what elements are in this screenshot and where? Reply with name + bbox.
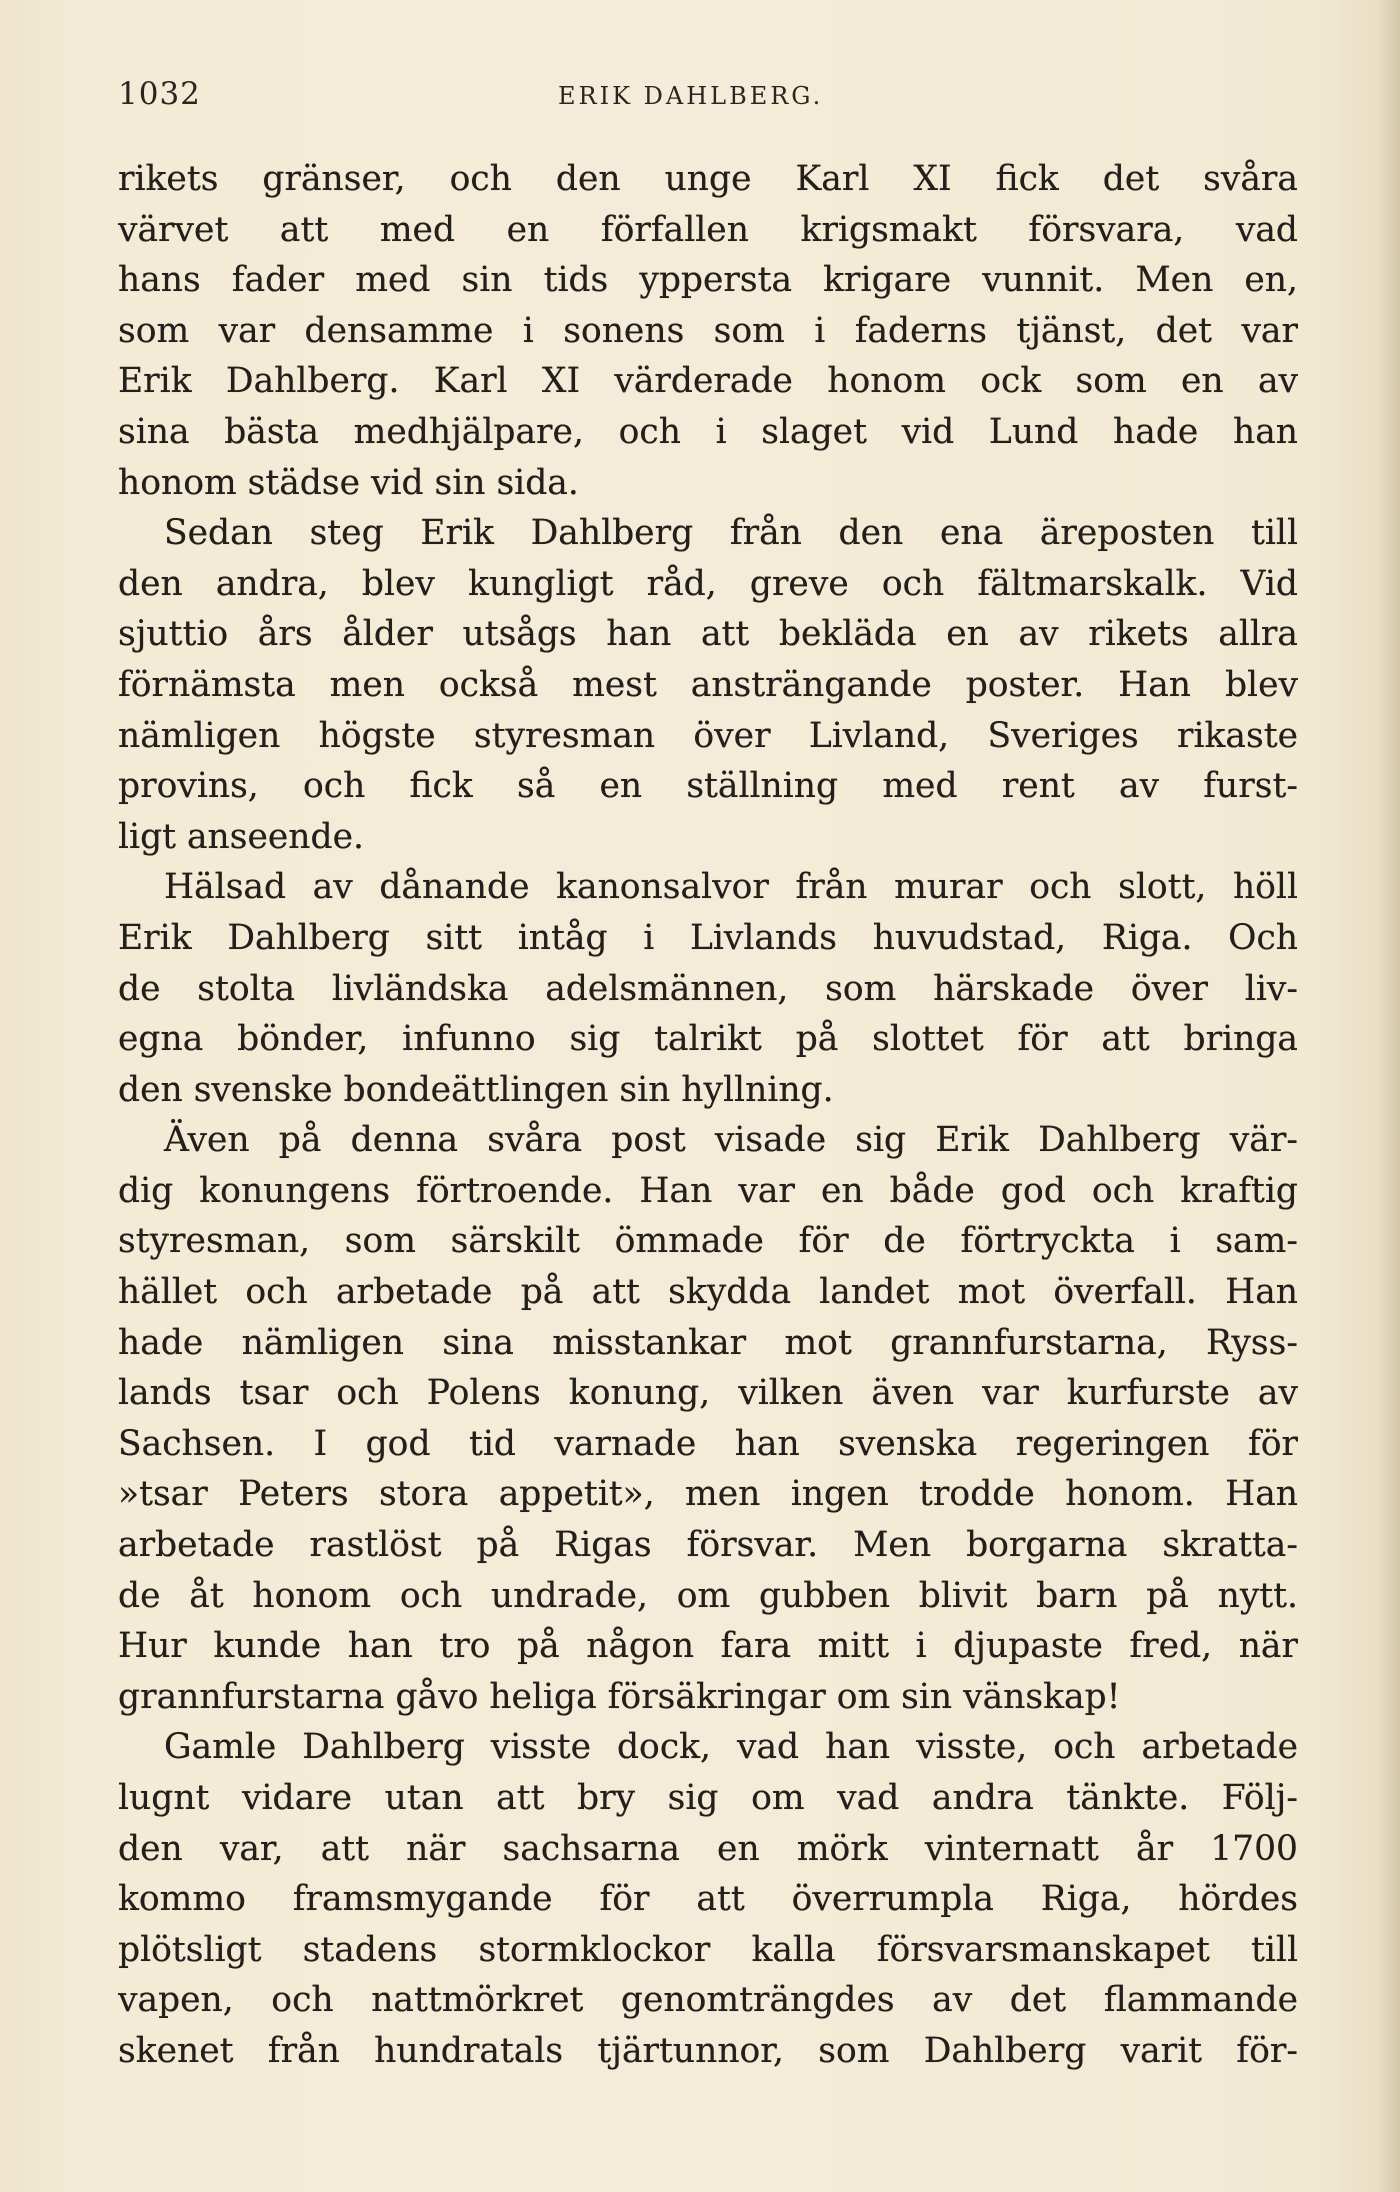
text-line: värvet att med en förfallen krigsmakt försvara, vad	[118, 209, 1298, 250]
text-line: provins, och fick så en ställning med rent av furst-	[118, 766, 1298, 807]
text-line: den svenske bondeättlingen sin hyllning.	[118, 1069, 834, 1110]
text-line: vapen, och nattmörkret genomträngdes av det flammande	[118, 1980, 1298, 2021]
page-header	[118, 76, 1298, 126]
text-line: grannfurstarna gåvo heliga försäkringar om sin vänskap!	[118, 1676, 1121, 1717]
text-line: plötsligt stadens stormklockor kalla försvarsmanskapet till	[118, 1929, 1298, 1970]
text-line: styresman, som särskilt ömmade för de förtryckta i sam-	[118, 1221, 1298, 1262]
text-line: sjuttio års ålder utsågs han att bekläda en av rikets allra	[118, 614, 1298, 655]
text-line: egna bönder, infunno sig talrikt på slottet för att bringa	[118, 1019, 1298, 1060]
text-line: hället och arbetade på att skydda landet mot överfall. Han	[118, 1272, 1298, 1313]
text-line: Sedan steg Erik Dahlberg från den ena äreposten till	[164, 513, 1298, 554]
text-line: som var densamme i sonens som i faderns tjänst, det var	[118, 310, 1298, 351]
text-line: arbetade rastlöst på Rigas försvar. Men borgarna skratta-	[118, 1525, 1298, 1566]
page-edge-shadow	[1378, 0, 1400, 2192]
text-line: Gamle Dahlberg visste dock, vad han visste, och arbetade	[164, 1727, 1298, 1768]
text-line: rikets gränser, och den unge Karl XI fick det svåra	[118, 159, 1298, 199]
text-line: Även på denna svåra post visade sig Erik Dahlberg vär-	[164, 1120, 1298, 1161]
text-line: den var, att när sachsarna en mörk vinternatt år 1700	[118, 1828, 1298, 1869]
text-line: de åt honom och undrade, om gubben blivit barn på nytt.	[118, 1575, 1298, 1616]
text-line: den andra, blev kungligt råd, greve och fältmarskalk. Vid	[118, 563, 1298, 604]
text-line: Erik Dahlberg. Karl XI värderade honom ock som en av	[118, 361, 1298, 402]
text-line: »tsar Peters stora appetit», men ingen trodde honom. Han	[118, 1474, 1298, 1515]
body-text	[118, 154, 1298, 2077]
text-line: Erik Dahlberg sitt intåg i Livlands huvudstad, Riga. Och	[118, 917, 1298, 958]
text-line: lands tsar och Polens konung, vilken även var kurfurste av	[118, 1373, 1298, 1414]
text-line: hade nämligen sina misstankar mot grannfurstarna, Ryss-	[118, 1322, 1298, 1363]
running-head: ERIK DAHLBERG.	[558, 82, 824, 110]
text-line: lugnt vidare utan att bry sig om vad andra tänkte. Följ-	[118, 1778, 1298, 1818]
text-line: sina bästa medhjälpare, och i slaget vid Lund hade han	[118, 411, 1298, 452]
text-line: de stolta livländska adelsmännen, som härskade över liv-	[118, 968, 1298, 1009]
text-line: hans fader med sin tids yppersta krigare vunnit. Men en,	[118, 260, 1298, 301]
text-line: skenet från hundratals tjärtunnor, som Dahlberg varit för-	[118, 2030, 1298, 2071]
text-line: Hälsad av dånande kanonsalvor från murar och slott, höll	[164, 867, 1298, 908]
text-line: nämligen högste styresman över Livland, Sveriges rikaste	[118, 715, 1298, 756]
text-line: ligt anseende.	[118, 816, 364, 857]
page-number: 1032	[118, 76, 201, 112]
text-line: förnämsta men också mest ansträngande poster. Han blev	[118, 664, 1298, 705]
text-line: honom städse vid sin sida.	[118, 462, 579, 503]
text-line: kommo framsmygande för att överrumpla Riga, hördes	[118, 1879, 1298, 1920]
text-line: Sachsen. I god tid varnade han svenska regeringen för	[118, 1423, 1298, 1464]
text-line: dig konungens förtroende. Han var en både god och kraftig	[118, 1170, 1298, 1211]
text-line: Hur kunde han tro på någon fara mitt i djupaste fred, när	[118, 1626, 1298, 1667]
